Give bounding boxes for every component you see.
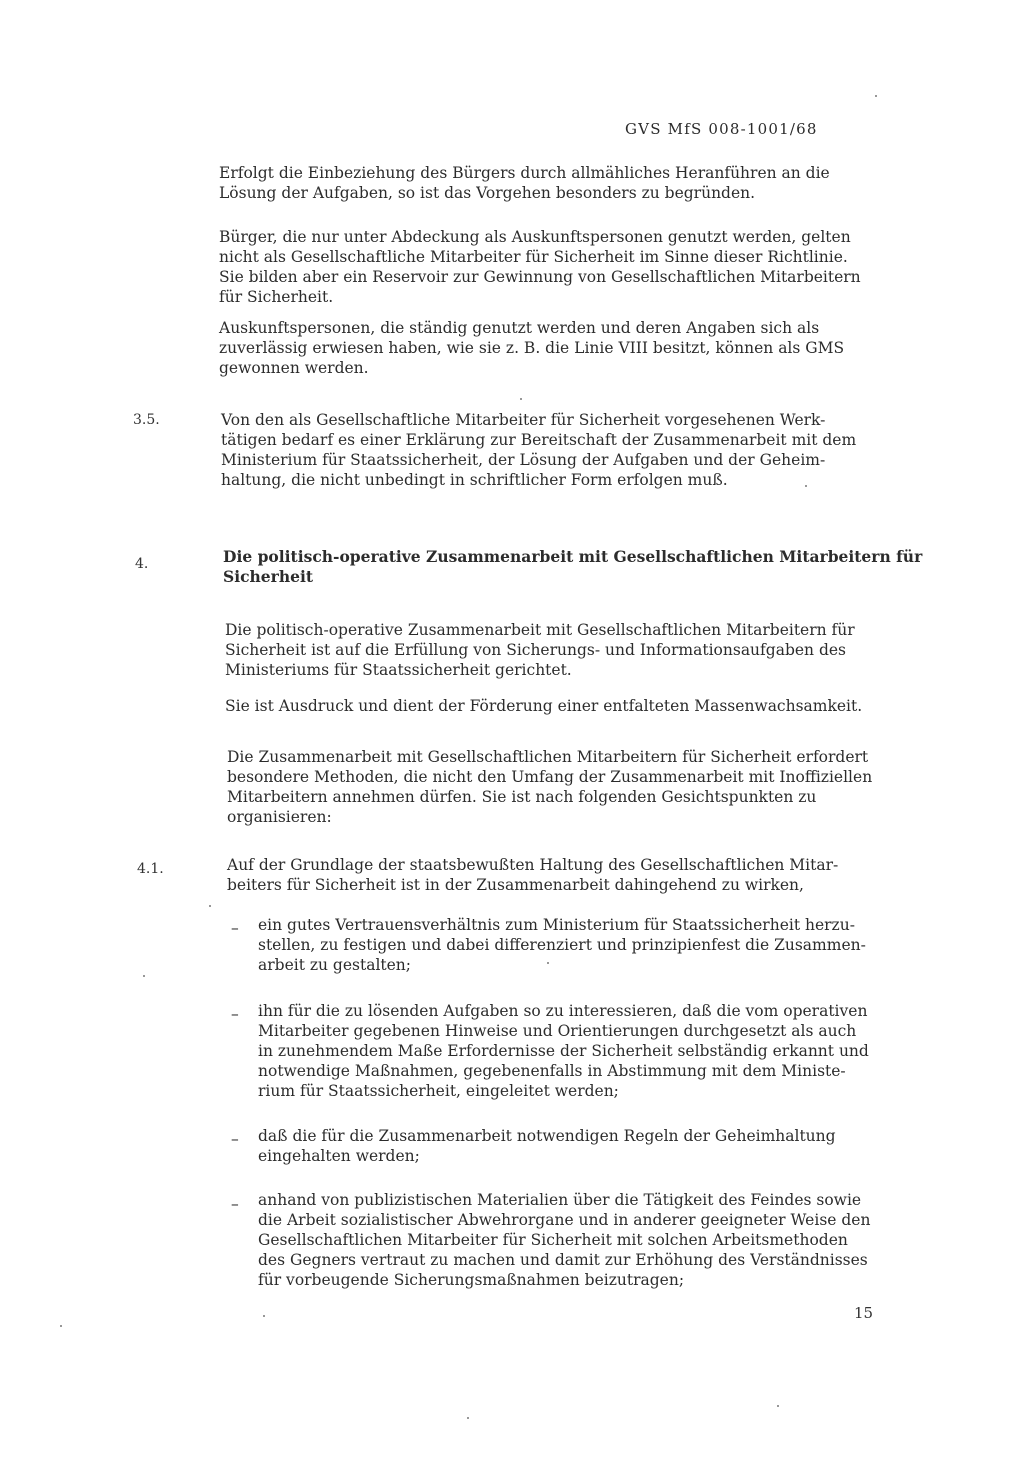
scan-speck — [520, 398, 522, 400]
text-line: Auskunftspersonen, die ständig genutzt werden und deren Angaben sich als — [219, 319, 820, 337]
text-line: haltung, die nicht unbedingt in schriftlicher Form erfolgen muß. — [221, 471, 728, 489]
paragraph-7 — [227, 747, 872, 827]
text-line: Ministeriums für Staatssicherheit gerichtet. — [225, 661, 572, 679]
scan-speck — [777, 1405, 779, 1407]
bullet-dash: – — [231, 1195, 239, 1213]
paragraph-5 — [225, 620, 855, 680]
text-line: Sie bilden aber ein Reservoir zur Gewinnung von Gesellschaftlichen Mitarbeitern — [219, 268, 861, 286]
section-heading-4 — [223, 547, 922, 587]
section-number-4-1: 4.1. — [137, 861, 164, 877]
paragraph-3 — [219, 318, 844, 378]
scan-speck — [60, 1325, 62, 1327]
scan-speck — [209, 905, 211, 907]
bullet-item-4 — [258, 1190, 870, 1290]
scan-speck — [805, 485, 807, 487]
document-header: GVS MfS 008-1001/68 — [625, 120, 818, 138]
section-number-4: 4. — [135, 556, 149, 572]
text-line: stellen, zu festigen und dabei differenziert und prinzipienfest die Zusammen- — [258, 936, 866, 954]
text-line: anhand von publizistischen Materialien über die Tätigkeit des Feindes sowie — [258, 1191, 862, 1209]
heading-line: Die politisch-operative Zusammenarbeit mit Gesellschaftlichen Mitarbeitern für — [223, 547, 923, 566]
text-line: Lösung der Aufgaben, so ist das Vorgehen besonders zu begründen. — [219, 184, 756, 202]
paragraph-1 — [219, 163, 830, 203]
bullet-dash: – — [231, 1005, 239, 1023]
bullet-dash: – — [231, 919, 239, 937]
text-line: ihn für die zu lösenden Aufgaben so zu interessieren, daß die vom operativen — [258, 1002, 868, 1020]
scan-speck — [875, 95, 877, 97]
text-line: zuverlässig erwiesen haben, wie sie z. B. die Linie VIII besitzt, können als GMS — [219, 339, 845, 357]
text-line: Von den als Gesellschaftliche Mitarbeiter für Sicherheit vorgesehenen Werk- — [221, 411, 826, 429]
text-line: Mitarbeiter gegebenen Hinweise und Orientierungen durchgesetzt als auch — [258, 1022, 857, 1040]
text-line: gewonnen werden. — [219, 359, 369, 377]
text-line: daß die für die Zusammenarbeit notwendigen Regeln der Geheimhaltung — [258, 1127, 836, 1145]
text-line: notwendige Maßnahmen, gegebenenfalls in Abstimmung mit dem Ministe- — [258, 1062, 846, 1080]
text-line: Mitarbeitern annehmen dürfen. Sie ist nach folgenden Gesichtspunkten zu — [227, 788, 817, 806]
text-line: Bürger, die nur unter Abdeckung als Auskunftspersonen genutzt werden, gelten — [219, 228, 851, 246]
section-number-3-5: 3.5. — [133, 412, 160, 428]
text-line: arbeit zu gestalten; — [258, 956, 412, 974]
paragraph-3-5 — [221, 410, 856, 490]
text-line: die Arbeit sozialistischer Abwehrorgane und in anderer geeigneter Weise den — [258, 1211, 871, 1229]
text-line: ein gutes Vertrauensverhältnis zum Ministerium für Staatssicherheit herzu- — [258, 916, 855, 934]
paragraph-2 — [219, 227, 861, 307]
bullet-item-2 — [258, 1001, 869, 1101]
text-line: beiters für Sicherheit ist in der Zusammenarbeit dahingehend zu wirken, — [227, 876, 804, 894]
text-line: besondere Methoden, die nicht den Umfang der Zusammenarbeit mit Inoffiziellen — [227, 768, 873, 786]
bullet-item-1 — [258, 915, 866, 975]
scan-speck — [547, 962, 549, 964]
paragraph-4-1 — [227, 855, 838, 895]
bullet-dash: – — [231, 1130, 239, 1148]
paragraph-6 — [225, 696, 862, 716]
text-line: Sicherheit ist auf die Erfüllung von Sicherungs- und Informationsaufgaben des — [225, 641, 846, 659]
text-line: nicht als Gesellschaftliche Mitarbeiter für Sicherheit im Sinne dieser Richtlinie. — [219, 248, 848, 266]
text-line: Sie ist Ausdruck und dient der Förderung einer entfalteten Massenwachsamkeit. — [225, 697, 863, 715]
text-line: organisieren: — [227, 808, 332, 826]
text-line: Auf der Grundlage der staatsbewußten Haltung des Gesellschaftlichen Mitar- — [227, 856, 839, 874]
scan-speck — [143, 975, 145, 977]
text-line: für vorbeugende Sicherungsmaßnahmen beizutragen; — [258, 1271, 685, 1289]
text-line: Die Zusammenarbeit mit Gesellschaftlichen Mitarbeitern für Sicherheit erfordert — [227, 748, 869, 766]
bullet-item-3 — [258, 1126, 836, 1166]
text-line: für Sicherheit. — [219, 288, 334, 306]
text-line: Erfolgt die Einbeziehung des Bürgers durch allmähliches Heranführen an die — [219, 164, 830, 182]
text-line: Die politisch-operative Zusammenarbeit mit Gesellschaftlichen Mitarbeitern für — [225, 621, 855, 639]
text-line: in zunehmendem Maße Erfordernisse der Sicherheit selbständig erkannt und — [258, 1042, 869, 1060]
heading-line: Sicherheit — [223, 567, 313, 586]
scan-speck — [467, 1417, 469, 1419]
text-line: rium für Staatssicherheit, eingeleitet werden; — [258, 1082, 619, 1100]
text-line: eingehalten werden; — [258, 1147, 420, 1165]
page-number: 15 — [854, 1304, 874, 1322]
text-line: Gesellschaftlichen Mitarbeiter für Sicherheit mit solchen Arbeitsmethoden — [258, 1231, 848, 1249]
text-line: Ministerium für Staatssicherheit, der Lösung der Aufgaben und der Geheim- — [221, 451, 826, 469]
scan-speck — [263, 1315, 265, 1317]
text-line: tätigen bedarf es einer Erklärung zur Bereitschaft der Zusammenarbeit mit dem — [221, 431, 857, 449]
text-line: des Gegners vertraut zu machen und damit zur Erhöhung des Verständnisses — [258, 1251, 868, 1269]
